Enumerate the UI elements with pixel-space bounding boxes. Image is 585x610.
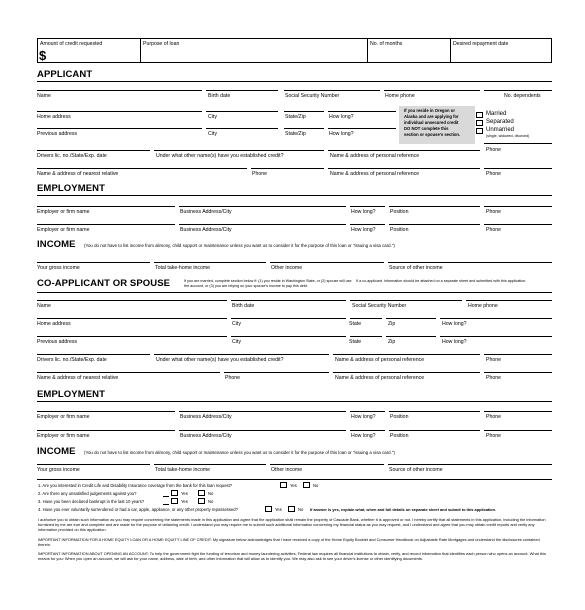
oregon-note-4: DO NOT complete this xyxy=(404,126,449,131)
co-prev-state-label: State xyxy=(349,339,362,345)
employer-phone-label: Phone xyxy=(486,209,502,215)
married-label: Married xyxy=(486,111,507,117)
co-take-home-label: Total take-home income xyxy=(155,467,211,473)
q3-no-label: No xyxy=(208,499,214,504)
co-gross-income-label: Your gross income xyxy=(37,467,80,473)
co-home-address-label: Home address xyxy=(37,321,71,327)
nearest-relative-label: Name & address of nearest relative xyxy=(37,171,119,177)
co-employer-label: Employer or firm name xyxy=(37,414,90,420)
dependents-label: No. dependents xyxy=(504,93,541,99)
relative-phone-label: Phone xyxy=(252,171,268,177)
ssn-label: Social Security Number xyxy=(285,93,340,99)
co-name-label: Name xyxy=(37,303,51,309)
employer-how-long-label: How long? xyxy=(351,209,376,215)
position-label: Position xyxy=(390,209,409,215)
city-label: City xyxy=(208,114,217,120)
question-3: 3. Have you been declared bankrupt in the last 10 years? xyxy=(38,499,145,504)
amount-requested-label: Amount of credit requested xyxy=(40,41,103,47)
co-prev-position-label: Position xyxy=(390,433,409,439)
income-note: (You do not have to list income from alimony, child support or maintenance unless you want us to consider it for the purpose of this loan or "issuing a visa card.") xyxy=(84,243,395,248)
q4-yes-checkbox[interactable] xyxy=(265,506,272,512)
coapplicant-note-2: If a co-applicant, information should be attached on a separate sheet and submitted with this application. xyxy=(356,279,527,283)
q3-yes-checkbox[interactable] xyxy=(171,498,178,504)
months-label: No. of months xyxy=(370,41,403,47)
co-other-income-label: Other income xyxy=(271,467,303,473)
q2-yes-checkbox[interactable] xyxy=(171,490,178,496)
q3-yes-label: Yes xyxy=(181,499,188,504)
question-1: 1. Are you interested in Credit Life and Disability Insurance coverage from the bank for this loan request? xyxy=(38,483,233,488)
oregon-note-5: section or spouse's section. xyxy=(404,132,461,137)
co-prev-how-long-label: How long? xyxy=(351,433,376,439)
co-employer-phone-label: Phone xyxy=(486,414,502,420)
question-2: 2. Are there any unsatisfied judgements against you? xyxy=(38,491,137,496)
prev-position-label: Position xyxy=(390,227,409,233)
co-income-note: (You do not have to list income from alimony, child support or maintenance unless you want us to consider it for the purpose of this loan or "issuing a visa card.") xyxy=(84,450,395,455)
take-home-label: Total take-home income xyxy=(155,265,211,271)
prev-employer-how-long-label: How long? xyxy=(351,227,376,233)
q1-yes-label: Yes xyxy=(290,483,297,488)
personal-reference-label: Name & address of personal reference xyxy=(330,153,420,159)
co-employment-heading: EMPLOYMENT xyxy=(37,389,106,400)
employer-label: Employer or firm name xyxy=(37,209,90,215)
applicant-heading: APPLICANT xyxy=(37,69,93,80)
unmarried-label: Unmarried xyxy=(486,127,515,133)
prev-how-long-label: How long? xyxy=(329,131,354,137)
co-reference-2-label: Name & address of personal reference xyxy=(335,375,425,381)
question-4-explain: If answer is yes, explain what, when and full details on separate sheet and submit to this application. xyxy=(310,507,497,512)
q3-no-checkbox[interactable] xyxy=(198,498,205,504)
account-opening-paragraph: IMPORTANT INFORMATION ABOUT OPENING AN ACCOUNT: To help the government fight the funding of terrorism and money laundering activities, Federal law requires all financial institutions to obtain, verify, and record information that identifies each person who opens an account. What this means for you: When you open an account, we will ask for your name, address, date of birth, and other information that will allow us to identify you. We may also ask to see your driver's license or other identifying documents. xyxy=(38,551,546,562)
co-state-label: State xyxy=(349,321,362,327)
co-source-income-label: Source of other income xyxy=(389,467,443,473)
married-checkbox[interactable] xyxy=(476,112,483,118)
co-city-label: City xyxy=(232,321,241,327)
co-relative-phone-label: Phone xyxy=(225,375,241,381)
business-address-label: Business Address/City xyxy=(180,209,232,215)
co-employer-how-long-label: How long? xyxy=(351,414,376,420)
other-names-label: Under what other name(s) have you established credit? xyxy=(156,153,284,159)
co-ssn-label: Social Security Number xyxy=(352,303,407,309)
separated-label: Separated xyxy=(486,119,514,125)
previous-address-label: Previous address xyxy=(37,131,78,137)
prev-city-label: City xyxy=(208,131,217,137)
co-birthdate-label: Birth date xyxy=(232,303,255,309)
state-zip-label: State/Zip xyxy=(285,114,306,120)
coapplicant-heading: CO-APPLICANT OR SPOUSE xyxy=(37,278,171,289)
oregon-note-2: Alaska and are applying for xyxy=(404,114,459,119)
co-prev-business-label: Business Address/City xyxy=(180,433,232,439)
co-reference-phone-label: Phone xyxy=(486,357,502,363)
purpose-label: Purpose of loan xyxy=(143,41,180,47)
home-phone-label: Home phone xyxy=(385,93,415,99)
employment-heading: EMPLOYMENT xyxy=(37,183,106,194)
q4-no-label: No xyxy=(298,507,304,512)
drivers-license-label: Drivers lic. no./State/Exp. date xyxy=(37,153,107,159)
q4-no-checkbox[interactable] xyxy=(288,506,295,512)
co-drivers-label: Drivers lic. no./State/Exp. date xyxy=(37,357,107,363)
prev-employer-label: Employer or firm name xyxy=(37,227,90,233)
co-prev-zip-label: Zip xyxy=(388,339,396,345)
q2-no-checkbox[interactable] xyxy=(198,490,205,496)
home-address-label: Home address xyxy=(37,114,71,120)
prev-business-address-label: Business Address/City xyxy=(180,227,232,233)
gross-income-label: Your gross income xyxy=(37,265,80,271)
reference-2-label: Name & address of personal reference xyxy=(330,171,420,177)
co-business-address-label: Business Address/City xyxy=(180,414,232,420)
q4-yes-label: Yes xyxy=(275,507,282,512)
other-income-label: Other income xyxy=(271,265,303,271)
applicant-phone-label: Phone xyxy=(486,147,502,153)
co-prev-employer-label: Employer or firm name xyxy=(37,433,90,439)
authorization-paragraph: I authorize you to obtain such information as you may require concerning the statements made in this application and agree that the application shall remain the property of Cascade Bank, whether it is approved or not. I hereby certify that all statements in this application, including the information furnished by me are true and complete and are made for the purpose of obtaining credit. I understand you may require me to submit such additional information concerning my financial status as you may request, and I understand and agree that you may obtain credit reports and verify any information provided on this application. xyxy=(38,517,546,533)
q1-no-checkbox[interactable] xyxy=(303,482,310,488)
name-label: Name xyxy=(37,93,51,99)
co-income-heading: INCOME xyxy=(37,446,76,457)
separated-checkbox[interactable] xyxy=(476,120,483,126)
co-how-long-label: How long? xyxy=(442,321,467,327)
home-equity-paragraph: IMPORTANT INFORMATION FOR A HOME EQUITY LOAN OR A HOME EQUITY LINE OF CREDIT: My signature below acknowledges that I have received a copy of the Home Equity Booklet and Consumer Handbook on Adjustable Rate Mortgages and understand the disclosures contained therein. xyxy=(38,537,540,548)
co-prev-city-label: City xyxy=(232,339,241,345)
q1-yes-checkbox[interactable] xyxy=(280,482,287,488)
marital-note: (single, widowed, divorced) xyxy=(486,134,530,138)
prev-employer-phone-label: Phone xyxy=(486,227,502,233)
co-reference-label: Name & address of personal reference xyxy=(335,357,425,363)
source-income-label: Source of other income xyxy=(389,265,443,271)
q2-no-label: No xyxy=(208,491,214,496)
how-long-label: How long? xyxy=(329,114,354,120)
unmarried-checkbox[interactable] xyxy=(476,128,483,134)
reference-2-phone-label: Phone xyxy=(486,171,502,177)
income-heading: INCOME xyxy=(37,239,76,250)
dollar-sign: $ xyxy=(39,48,47,63)
co-prev-phone-label: Phone xyxy=(486,433,502,439)
oregon-note-1: If you reside in Oregon or xyxy=(404,108,455,113)
q1-no-label: No xyxy=(313,483,319,488)
co-reference-2-phone-label: Phone xyxy=(486,375,502,381)
prev-state-zip-label: State/Zip xyxy=(285,131,306,137)
coapplicant-note-1: If you are married, complete section below if: (1) you reside in Washington State, or (2) spouse will use the account, or (3) you are relying on your spouse's income to pay this debt. xyxy=(184,279,352,288)
co-relative-label: Name & address of nearest relative xyxy=(37,375,119,381)
oregon-note-3: individual unsecured credit xyxy=(404,120,459,125)
co-zip-label: Zip xyxy=(388,321,396,327)
co-prev-how-long-label: How long? xyxy=(442,339,467,345)
co-position-label: Position xyxy=(390,414,409,420)
co-other-names-label: Under what other name(s) have you established credit? xyxy=(156,357,284,363)
question-4: 4. Have you ever voluntarily surrendered or had a car, apple, appliance, or any other property repossessed? xyxy=(38,507,238,512)
birth-date-label: Birth date xyxy=(208,93,231,99)
q2-yes-label: Yes xyxy=(181,491,188,496)
co-home-phone-label: Home phone xyxy=(468,303,498,309)
co-prev-address-label: Previous address xyxy=(37,339,78,345)
repayment-label: Desired repayment date xyxy=(453,41,509,47)
